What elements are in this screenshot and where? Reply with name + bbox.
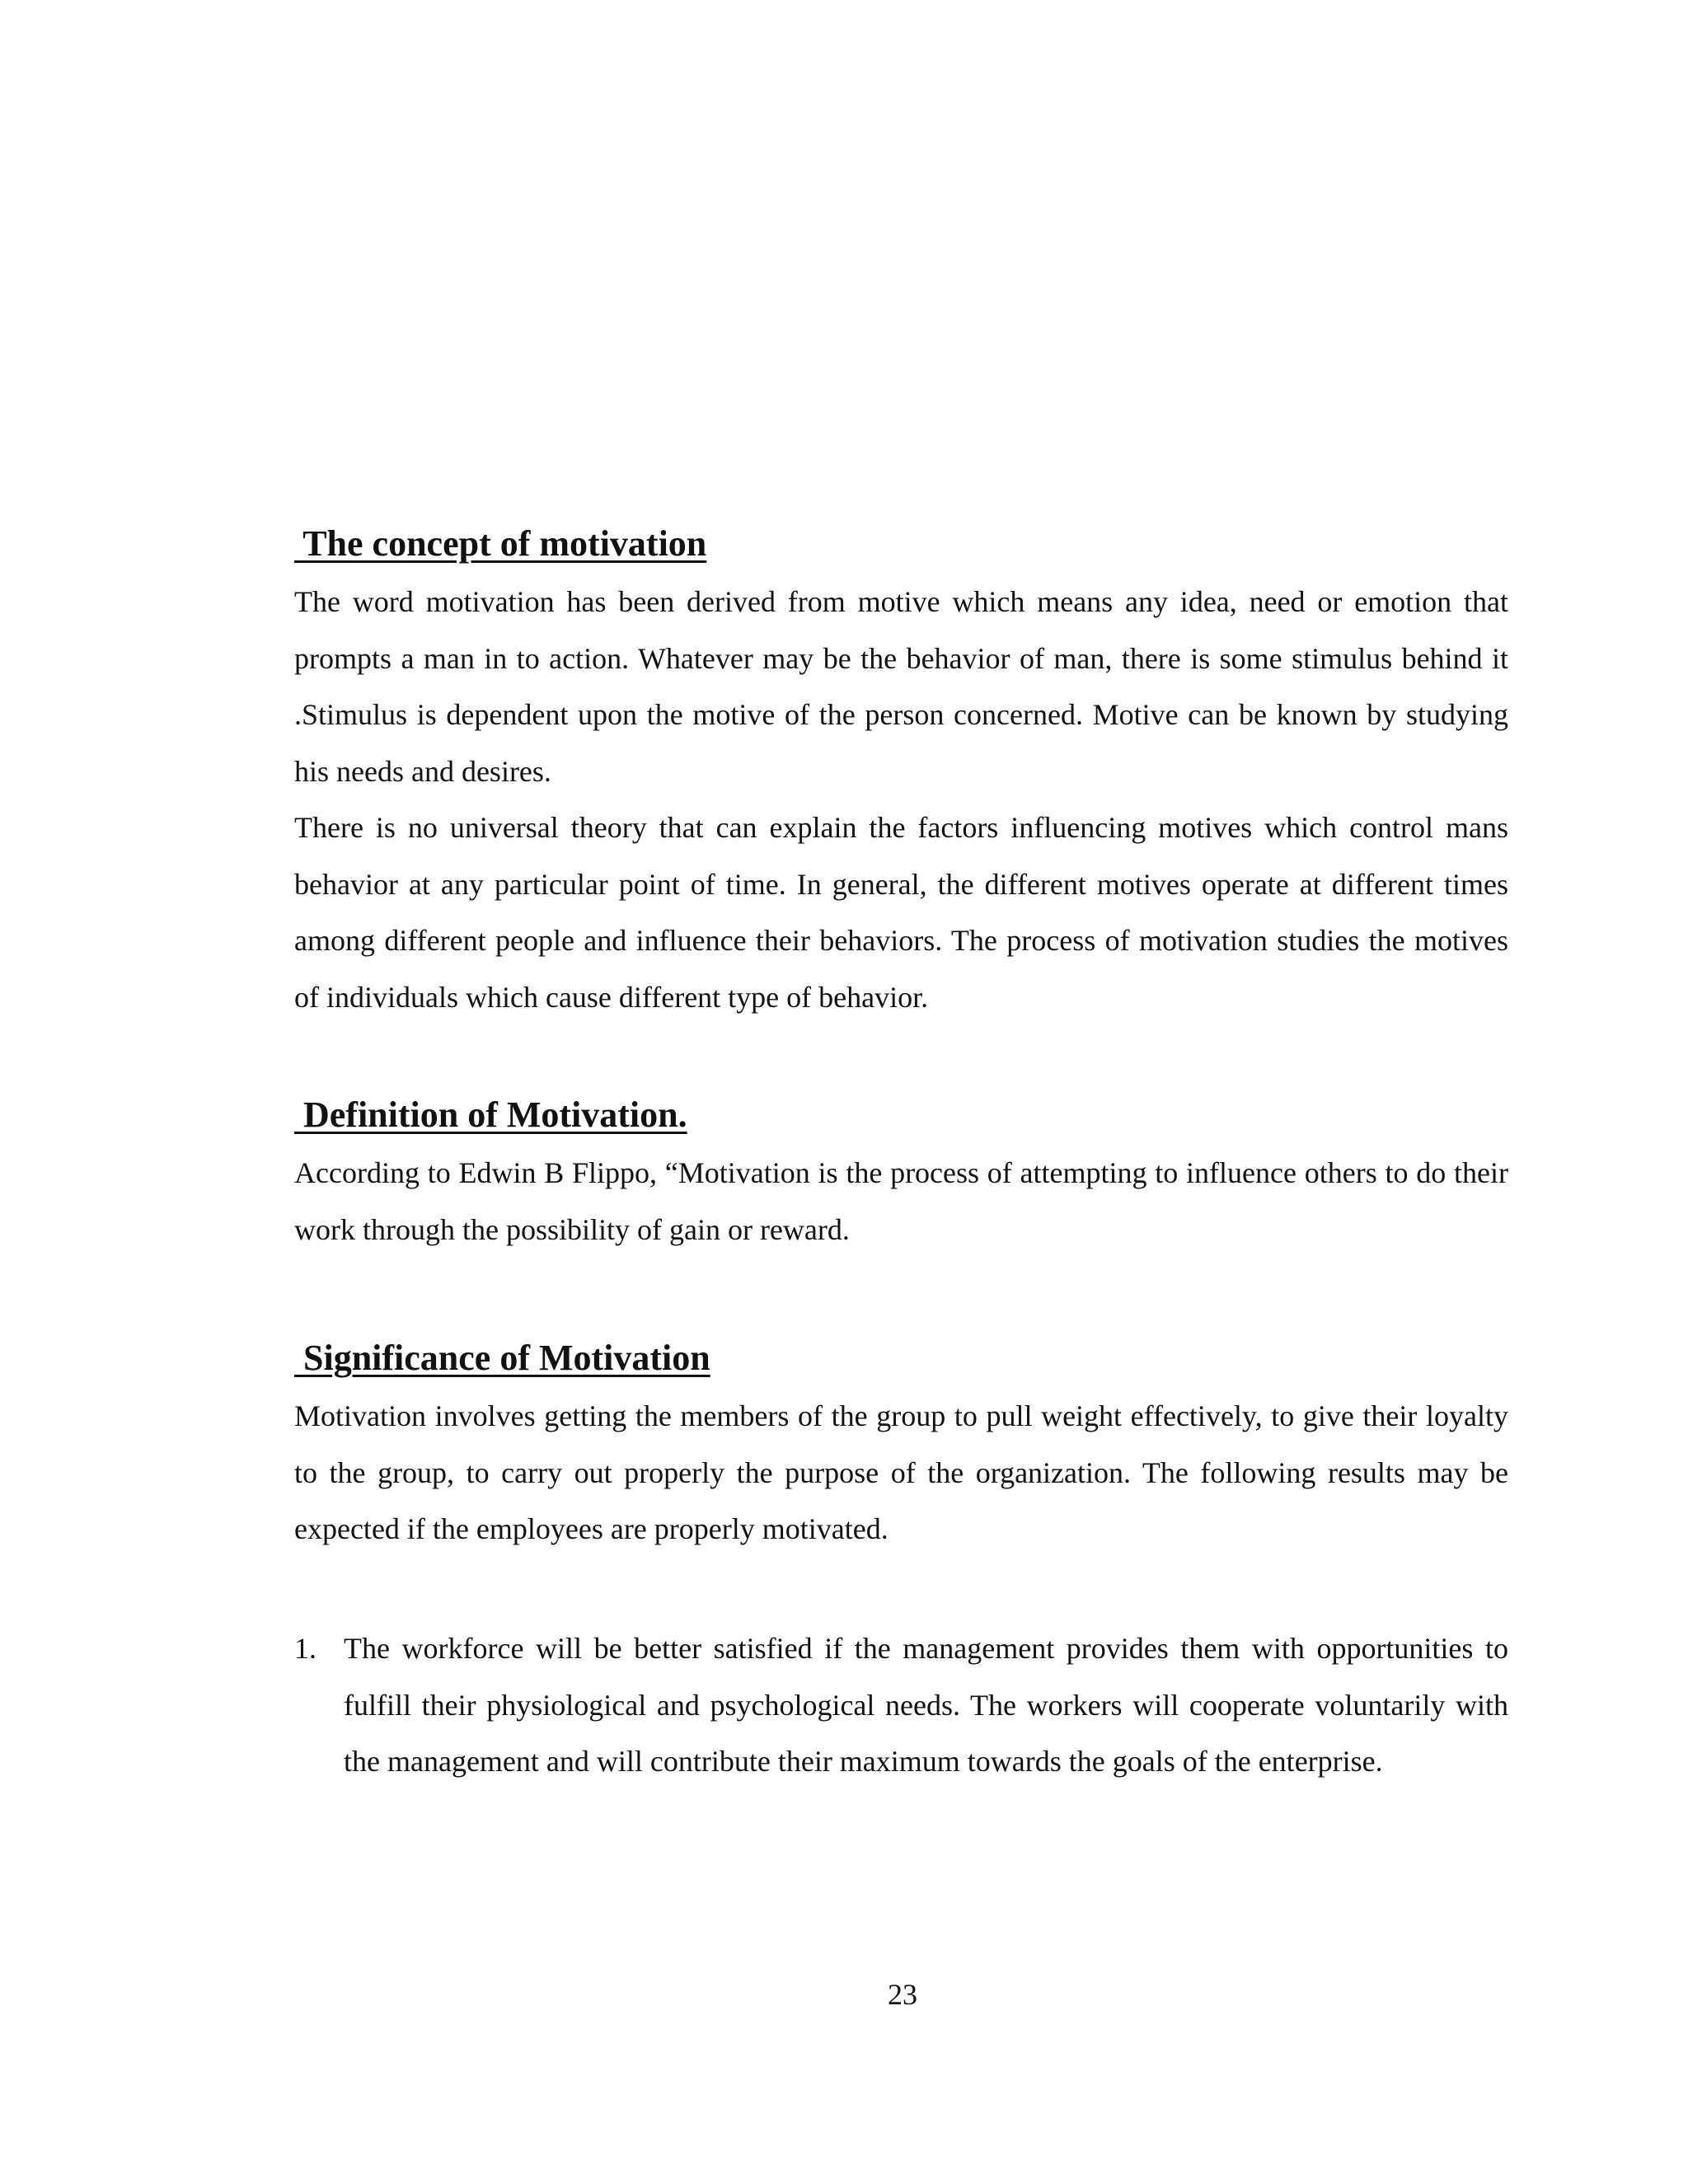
paragraph: According to Edwin B Flippo, “Motivation is the process of attempting to influence others to do their work through the possibility of gain or reward.	[294, 1156, 1508, 1246]
list-item	[294, 1620, 1508, 1790]
section-significance	[294, 1335, 1508, 1558]
section-concept	[294, 521, 1508, 1025]
paragraph: Motivation involves getting the members of the group to pull weight effectively, to give their loyalty to the group, to carry out properly the purpose of the organization. The following results may be expected if the employees are properly motivated.	[294, 1399, 1508, 1545]
page-number: 23	[888, 1978, 917, 2011]
section-heading-text: The concept of motivation	[294, 523, 707, 564]
section-heading	[294, 1335, 1508, 1381]
numbered-list	[294, 1620, 1508, 1790]
paragraph: The word motivation has been derived from motive which means any idea, need or emotion that prompts a man in to action. Whatever may be the behavior of man, there is some stimulus behind it .Stimulus is dependent upon the motive of the person concerned. Motive can be known by studying his needs and desires.	[294, 585, 1508, 788]
section-heading-text: Significance of Motivation	[294, 1338, 710, 1378]
section-heading-text: Definition of Motivation.	[294, 1094, 687, 1135]
list-item-text: The workforce will be better satisfied if the management provides them with opportunities to fulfill their physiological and psychological needs. The workers will cooperate voluntarily with the management and will contribute their maximum towards the goals of the enterprise.	[344, 1632, 1508, 1778]
list-item-number: 1.	[294, 1632, 316, 1665]
section-heading	[294, 1092, 1508, 1138]
paragraph: There is no universal theory that can explain the factors influencing motives which control mans behavior at any particular point of time. In general, the different motives operate at different times among different people and influence their behaviors. The process of motivation studies the motives of individuals which cause different type of behavior.	[294, 811, 1508, 1014]
section-heading	[294, 521, 1508, 567]
section-definition	[294, 1092, 1508, 1258]
